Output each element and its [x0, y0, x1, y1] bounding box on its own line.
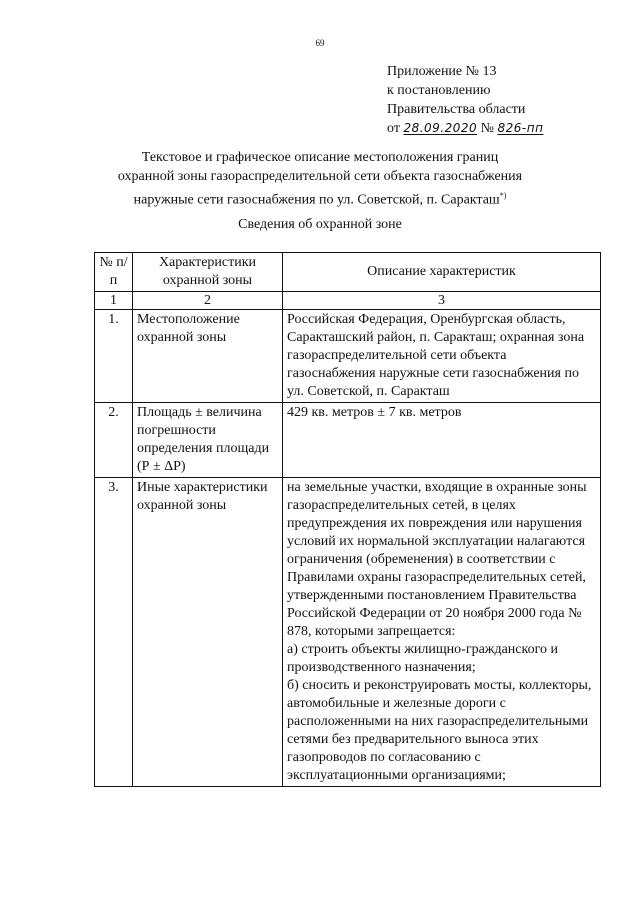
section-title: Сведения об охранной зоне: [238, 217, 402, 232]
index-cell-3: 3: [283, 292, 601, 310]
footnote-mark: *): [499, 191, 507, 200]
table-row: [95, 403, 601, 478]
row-description: [283, 478, 601, 787]
appendix-block: [387, 62, 627, 138]
table-row: [95, 310, 601, 403]
index-cell-1: 1: [95, 292, 133, 310]
title-line-2: охранной зоны газораспределительной сети объекта газоснабжения: [117, 169, 523, 184]
number-label: №: [480, 121, 495, 136]
table-header-row: [95, 253, 601, 292]
zone-info-table: [94, 252, 601, 787]
row-characteristic: Местоположение охранной зоны: [133, 310, 283, 403]
page-number: 69: [315, 38, 325, 48]
row-characteristic: Площадь ± величина погрешности определения площади (Р ± ΔР): [133, 403, 283, 478]
row-num: 1.: [95, 310, 133, 403]
header-description: Описание характеристик: [283, 253, 601, 292]
description-paragraph: на земельные участки, входящие в охранные зоны газораспределительных сетей, в целях предупреждения их повреждения или нарушения условий их нормальной эксплуатации налагаются ограничения (обременения) в соответствии с Правилами охраны газораспределительных сетей, утвержденными постановлением Правительства Российской Федерации от 20 ноября 2000 года № 878, которыми запрещается:: [287, 480, 587, 639]
row-num: 2.: [95, 403, 133, 478]
document-title: [70, 148, 570, 210]
title-line-3: наружные сети газоснабжения по ул. Советской, п. Саракташ: [133, 192, 500, 208]
header-num: № п/п: [95, 253, 133, 292]
index-cell-2: 2: [133, 292, 283, 310]
header-characteristics: Характеристики охранной зоны: [133, 253, 283, 292]
description-item-b: б) сносить и реконструировать мосты, коллекторы, автомобильные и железные дороги с расположенными на них газораспределительными сетями без предварительного выноса этих газопроводов по согласованию с эксплуатационными организациями;: [287, 678, 592, 783]
description-item-a: а) строить объекты жилищно-гражданского и производственного назначения;: [287, 642, 558, 675]
table-index-row: [95, 292, 601, 310]
from-label: от: [387, 121, 400, 136]
table-row: [95, 478, 601, 787]
row-description: 429 кв. метров ± 7 кв. метров: [283, 403, 601, 478]
decree-date: 28.09.2020: [403, 121, 478, 135]
appendix-line-3: Правительства области: [387, 102, 526, 117]
title-line-3-wrap: [70, 186, 570, 210]
row-num: 3.: [95, 478, 133, 787]
row-description: Российская Федерация, Оренбургская область, Саракташский район, п. Саракташ; охранная зона газораспределительной сети объекта газоснабжения наружные сети газоснабжения по ул. Советской, п. Саракташ: [283, 310, 601, 403]
appendix-date-line: [387, 119, 627, 138]
row-characteristic: Иные характеристики охранной зоны: [133, 478, 283, 787]
decree-number: 826-пп: [497, 121, 544, 135]
appendix-line-2: к постановлению: [387, 83, 491, 98]
appendix-line-1: Приложение № 13: [387, 64, 497, 79]
title-line-1: Текстовое и графическое описание местоположения границ: [141, 150, 499, 165]
